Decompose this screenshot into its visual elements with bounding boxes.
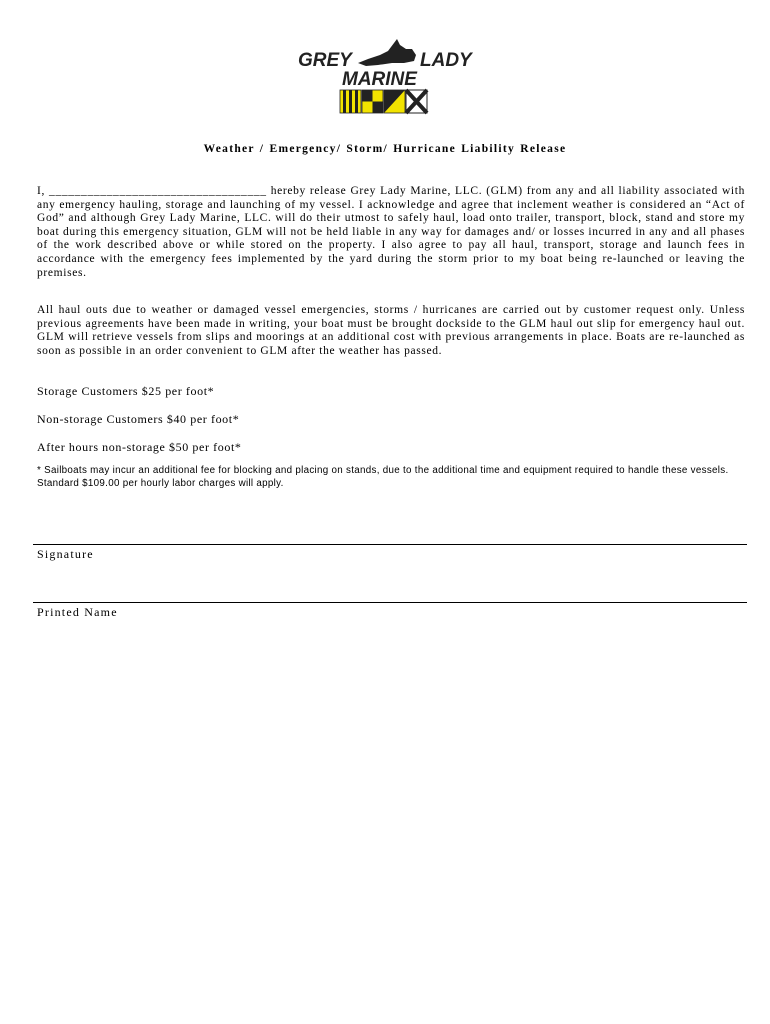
printed-name-line[interactable] (33, 602, 747, 603)
signature-line[interactable] (33, 544, 747, 545)
document-title: Weather / Emergency/ Storm/ Hurricane Liability Release (203, 143, 567, 155)
release-paragraph: I, __________________________________ hereby release Grey Lady Marine, LLC. (GLM) from any and all liability associated with any emergency hauling, storage and launching of my vessel. I acknowledge and agree that inclement weather is considered an “Act of God” and although Grey Lady Marine, LLC. will do their utmost to safely haul, load onto trailer, transport, block, stand and store my boat during this emergency situation, GLM will not be held liable in any way for damages and/ or losses incurred in any and all phases of the work described above or while stored on the property. I also agree to pay all haul, transport, storage and launch fees in accordance with the emergency fees implemented by the yard during the storm prior to my boat being re-launched or leaving the premises. (37, 185, 745, 279)
nautical-signal-flags-icon (340, 90, 427, 113)
sailboat-footnote: * Sailboats may incur an additional fee for blocking and placing on stands, due to the additional time and equipment required to handle these vessels. Standard $109.00 per hourly labor charges will apply. (37, 465, 729, 489)
logo-graphic (296, 33, 476, 117)
rate-non-storage-customers: Non-storage Customers $40 per foot* (37, 412, 240, 426)
rate-storage-customers: Storage Customers $25 per foot* (37, 384, 215, 398)
printed-name-label: Printed Name (37, 605, 118, 619)
haul-out-paragraph: All haul outs due to weather or damaged vessel emergencies, storms / hurricanes are carried out by customer request only. Unless previous agreements have been made in writing, your boat must be brought dockside to the GLM haul out slip for emergency haul out. GLM will retrieve vessels from slips and moorings at an additional cost with previous arrangements in place. Boats are re-launched as soon as possible in an order convenient to GLM after the weather has passed. (37, 304, 745, 357)
logo-text-lady: LADY (420, 50, 472, 71)
signature-label: Signature (37, 547, 94, 561)
logo-text-grey: GREY (298, 50, 352, 71)
nantucket-island-shape (358, 39, 416, 66)
rate-after-hours: After hours non-storage $50 per foot* (37, 440, 242, 454)
grey-lady-marine-logo (296, 33, 476, 117)
logo-text-marine: MARINE (342, 69, 417, 90)
